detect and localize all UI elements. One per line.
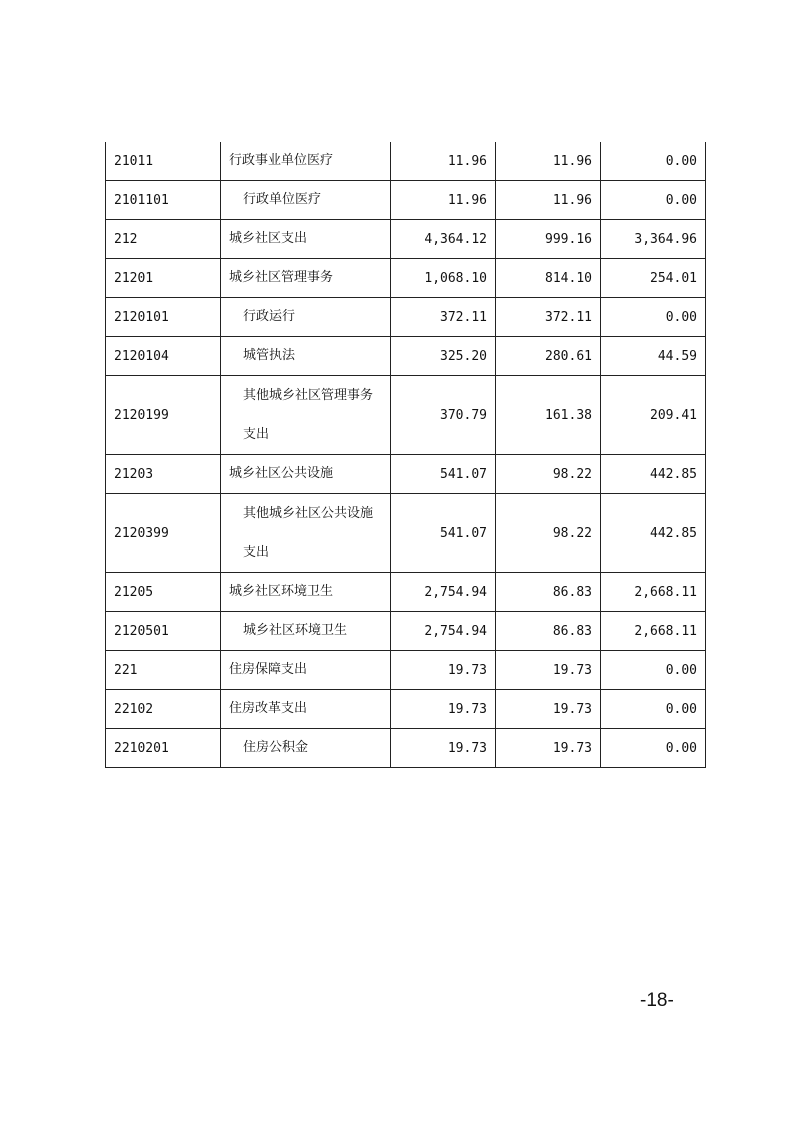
cell-subject-code: 2120501 (106, 612, 221, 651)
table-row (106, 729, 706, 768)
cell-project-expenditure: 44.59 (601, 337, 706, 376)
cell-subject-code: 2210201 (106, 729, 221, 768)
table-row (106, 573, 706, 612)
cell-project-expenditure: 209.41 (601, 376, 706, 455)
cell-subject-code: 212 (106, 220, 221, 259)
table-row (106, 181, 706, 220)
cell-project-expenditure: 0.00 (601, 142, 706, 181)
cell-basic-expenditure: 19.73 (496, 651, 601, 690)
cell-basic-expenditure: 86.83 (496, 612, 601, 651)
cell-project-expenditure: 0.00 (601, 690, 706, 729)
cell-subject-name: 其他城乡社区管理事务支出 (221, 376, 391, 455)
table-row (106, 259, 706, 298)
budget-table (105, 142, 706, 768)
cell-subject-name: 住房改革支出 (221, 690, 391, 729)
cell-project-expenditure: 0.00 (601, 298, 706, 337)
cell-basic-expenditure: 86.83 (496, 573, 601, 612)
table-row (106, 337, 706, 376)
cell-project-expenditure: 442.85 (601, 494, 706, 573)
table-row (106, 455, 706, 494)
cell-subject-name: 行政单位医疗 (221, 181, 391, 220)
cell-subject-name: 行政运行 (221, 298, 391, 337)
cell-basic-expenditure: 98.22 (496, 455, 601, 494)
cell-total: 370.79 (391, 376, 496, 455)
cell-subject-name: 城乡社区管理事务 (221, 259, 391, 298)
cell-subject-name: 其他城乡社区公共设施支出 (221, 494, 391, 573)
table-row (106, 612, 706, 651)
cell-basic-expenditure: 814.10 (496, 259, 601, 298)
cell-basic-expenditure: 161.38 (496, 376, 601, 455)
cell-project-expenditure: 3,364.96 (601, 220, 706, 259)
table-row (106, 376, 706, 455)
cell-total: 372.11 (391, 298, 496, 337)
cell-subject-name: 住房公积金 (221, 729, 391, 768)
table-row (106, 142, 706, 181)
cell-project-expenditure: 2,668.11 (601, 612, 706, 651)
table-row (106, 298, 706, 337)
cell-total: 541.07 (391, 494, 496, 573)
cell-total: 1,068.10 (391, 259, 496, 298)
table-row (106, 690, 706, 729)
cell-subject-code: 221 (106, 651, 221, 690)
table-row (106, 494, 706, 573)
cell-total: 4,364.12 (391, 220, 496, 259)
cell-total: 19.73 (391, 651, 496, 690)
cell-total: 541.07 (391, 455, 496, 494)
cell-subject-code: 2120104 (106, 337, 221, 376)
cell-subject-name: 城乡社区公共设施 (221, 455, 391, 494)
cell-subject-name: 住房保障支出 (221, 651, 391, 690)
cell-total: 19.73 (391, 690, 496, 729)
table-row (106, 220, 706, 259)
cell-subject-code: 2120399 (106, 494, 221, 573)
cell-subject-name: 城乡社区环境卫生 (221, 573, 391, 612)
cell-subject-name: 城乡社区环境卫生 (221, 612, 391, 651)
page-number: -18- (640, 990, 674, 1011)
table-row (106, 651, 706, 690)
cell-total: 2,754.94 (391, 573, 496, 612)
cell-project-expenditure: 0.00 (601, 729, 706, 768)
cell-subject-name: 行政事业单位医疗 (221, 142, 391, 181)
cell-project-expenditure: 0.00 (601, 651, 706, 690)
cell-basic-expenditure: 19.73 (496, 690, 601, 729)
cell-subject-code: 22102 (106, 690, 221, 729)
cell-subject-code: 21201 (106, 259, 221, 298)
budget-table-body (106, 142, 706, 768)
cell-subject-name: 城管执法 (221, 337, 391, 376)
cell-project-expenditure: 2,668.11 (601, 573, 706, 612)
cell-subject-code: 2120101 (106, 298, 221, 337)
cell-basic-expenditure: 372.11 (496, 298, 601, 337)
cell-subject-code: 21203 (106, 455, 221, 494)
cell-basic-expenditure: 11.96 (496, 142, 601, 181)
cell-subject-name: 城乡社区支出 (221, 220, 391, 259)
cell-total: 11.96 (391, 142, 496, 181)
cell-subject-code: 21011 (106, 142, 221, 181)
cell-subject-code: 21205 (106, 573, 221, 612)
cell-basic-expenditure: 19.73 (496, 729, 601, 768)
cell-subject-code: 2101101 (106, 181, 221, 220)
cell-basic-expenditure: 98.22 (496, 494, 601, 573)
cell-project-expenditure: 0.00 (601, 181, 706, 220)
cell-basic-expenditure: 11.96 (496, 181, 601, 220)
cell-basic-expenditure: 280.61 (496, 337, 601, 376)
cell-total: 325.20 (391, 337, 496, 376)
cell-total: 2,754.94 (391, 612, 496, 651)
cell-project-expenditure: 442.85 (601, 455, 706, 494)
cell-total: 11.96 (391, 181, 496, 220)
cell-basic-expenditure: 999.16 (496, 220, 601, 259)
cell-total: 19.73 (391, 729, 496, 768)
cell-project-expenditure: 254.01 (601, 259, 706, 298)
cell-subject-code: 2120199 (106, 376, 221, 455)
